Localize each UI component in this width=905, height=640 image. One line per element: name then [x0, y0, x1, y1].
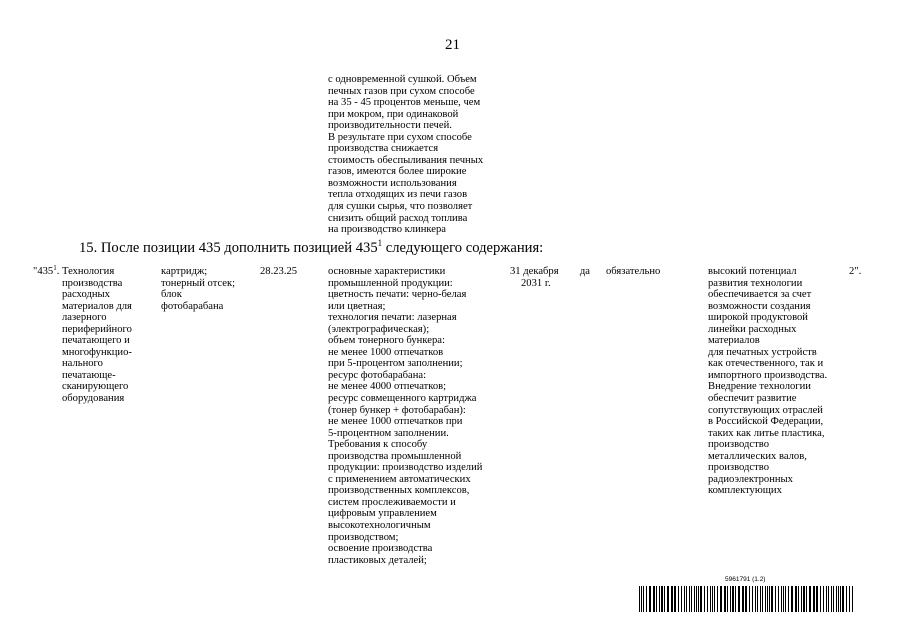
technology-name: [62, 266, 132, 405]
text-line: производство: [708, 439, 769, 451]
text-line: производительности печей.: [328, 120, 452, 132]
barcode-bar: [720, 586, 722, 612]
text-line: снизить общий расход топлива: [328, 212, 468, 224]
barcode-bar: [643, 586, 644, 612]
barcode-bar: [689, 586, 690, 612]
text-line: импортного производства.: [708, 369, 828, 381]
text-line: ресурс фотобарабана:: [328, 369, 427, 381]
text-line: В результате при сухом способе: [328, 131, 472, 143]
barcode-bar: [826, 586, 827, 612]
barcode-number: 5961791 (1.2): [725, 576, 766, 583]
barcode-bar: [653, 586, 655, 612]
barcode-bar: [742, 586, 744, 612]
page-number: 21: [445, 37, 460, 53]
barcode-bar: [681, 586, 682, 612]
barcode-bar: [745, 586, 747, 612]
heading-text: 15. После позиции 435 дополнить позицией 435: [79, 240, 378, 256]
text-line: не менее 1000 отпечатков: [328, 346, 444, 358]
text-line: не менее 1000 отпечатков при: [328, 416, 463, 428]
barcode-bar: [760, 586, 761, 612]
text-line: не менее 4000 отпечатков;: [328, 381, 447, 393]
text-line: производства промышленной: [328, 450, 462, 462]
text-line: металлических валов,: [708, 450, 807, 462]
barcode-bar: [852, 586, 853, 612]
text-line: картридж;: [161, 266, 208, 277]
barcode-bar: [694, 586, 695, 612]
barcode-bar: [791, 586, 793, 612]
text-line: обеспечит развитие: [708, 393, 797, 405]
text-line: на 35 - 45 процентов меньше, чем: [328, 97, 481, 109]
barcode-bar: [724, 586, 726, 612]
text-line: высокий потенциал: [708, 266, 797, 277]
text-line: стоимость обеспыливания печных: [328, 154, 484, 166]
barcode-bar: [678, 586, 679, 612]
barcode-bar: [671, 586, 673, 612]
barcode-bar: [700, 586, 702, 612]
barcode-bar: [762, 586, 763, 612]
barcode-bar: [752, 586, 753, 612]
continuation-text: [328, 74, 513, 236]
text-line: 5-процентном заполнении.: [328, 427, 449, 439]
barcode-bar: [806, 586, 807, 612]
barcode-bar: [809, 586, 811, 612]
barcode-bar: [698, 586, 699, 612]
text-line: нального: [62, 358, 103, 370]
text-line: сопутствующих отраслей: [708, 404, 823, 416]
text-line: материалов: [708, 335, 760, 347]
barcode-bar: [785, 586, 786, 612]
text-line: ресурс совмещенного картриджа: [328, 393, 477, 405]
text-line: на производство клинкера: [328, 224, 447, 236]
product-components: [161, 266, 235, 312]
text-line: для сушки сырья, что позволяет: [328, 201, 473, 213]
barcode-bar: [735, 586, 736, 612]
text-line: производства: [62, 277, 123, 289]
text-line: тонерный отсек;: [161, 277, 236, 289]
barcode-bar: [730, 586, 731, 612]
text-line: производством;: [328, 531, 399, 543]
text-line: радиоэлектронных: [708, 473, 793, 485]
barcode-bar: [749, 586, 750, 612]
text-line: цифровым управлением: [328, 508, 437, 520]
barcode-bar: [771, 586, 773, 612]
text-line: (электрографическая);: [328, 323, 430, 335]
okpd-code: 28.23.25: [260, 266, 298, 277]
barcode-bar: [686, 586, 687, 612]
text-line: при мокром, при одинаковой: [328, 108, 459, 120]
deadline-date: [510, 266, 590, 289]
barcode-bar: [788, 586, 789, 612]
barcode-bar: [795, 586, 797, 612]
barcode-bar: [840, 586, 841, 612]
text-line: возможности использования: [328, 177, 457, 189]
text-line: развития технологии: [708, 277, 803, 289]
barcode-bar: [696, 586, 697, 612]
text-line: производство: [708, 462, 769, 474]
text-line: объем тонерного бункера:: [328, 335, 445, 347]
date-year: 2031 г.: [521, 277, 551, 289]
barcode-bar: [816, 586, 818, 612]
barcode-bar: [712, 586, 713, 612]
date-day-month: 31 декабря: [510, 266, 559, 277]
barcode-bar: [667, 586, 669, 612]
barcode-bar: [661, 586, 663, 612]
barcode-bar: [767, 586, 768, 612]
date-yes-fragment: да: [579, 266, 590, 277]
barcode-bar: [778, 586, 779, 612]
text-line: возможности создания: [708, 300, 811, 312]
text-line: оборудования: [62, 393, 125, 405]
heading-superscript: 1: [377, 238, 383, 248]
barcode-bar: [801, 586, 802, 612]
text-line: освоение производства: [328, 543, 433, 555]
text-line: фотобарабана: [161, 300, 224, 312]
text-line: комплектующих: [708, 485, 782, 497]
barcode-bar: [775, 586, 776, 612]
text-line: обеспечивается за счет: [708, 289, 812, 301]
position-number: "$435^1$.: [33, 264, 60, 277]
barcode-bar: [823, 586, 824, 612]
barcode-bar: [849, 586, 850, 612]
text-line: с применением автоматических: [328, 473, 471, 485]
text-line: с одновременной сушкой. Объем: [328, 74, 477, 85]
barcode-bar: [664, 586, 665, 612]
text-line: блок: [161, 289, 182, 301]
barcode-bar: [846, 586, 847, 612]
text-line: при 5-процентом заполнении;: [328, 358, 463, 370]
barcode-bar: [710, 586, 711, 612]
barcode-bar: [813, 586, 815, 612]
amendment-heading: [79, 240, 543, 257]
text-line: Внедрение технологии: [708, 381, 811, 393]
barcode-bar: [765, 586, 766, 612]
text-line: печатающе-: [62, 369, 116, 381]
text-line: продукции: производство изделий: [328, 462, 483, 474]
barcode-bar: [649, 586, 651, 612]
barcode-bar: [639, 586, 640, 612]
heading-tail: следующего содержания:: [382, 240, 544, 256]
barcode-bar: [714, 586, 715, 612]
text-line: Технология: [62, 266, 115, 277]
barcode-bar: [769, 586, 770, 612]
barcode-bar: [828, 586, 829, 612]
barcode-bar: [803, 586, 805, 612]
barcode-bar: [674, 586, 676, 612]
barcode-bar: [691, 586, 692, 612]
requirements: [328, 266, 482, 566]
text-line: сканирующего: [62, 381, 129, 393]
barcode-bar: [707, 586, 708, 612]
barcode-bar: [717, 586, 718, 612]
text-line: печных газов при сухом способе: [328, 85, 475, 97]
justification: [708, 266, 827, 497]
barcode-bar: [838, 586, 839, 612]
text-line: пластиковых деталей;: [328, 554, 427, 566]
text-line: тепла отходящих из печи газов: [328, 189, 468, 201]
text-line: периферийного: [62, 323, 132, 335]
text-line: Требования к способу: [328, 439, 428, 451]
barcode-bar: [798, 586, 799, 612]
text-line: или цветная;: [328, 300, 386, 312]
text-line: расходных: [62, 289, 110, 301]
barcode-bar: [755, 586, 756, 612]
level-value: 2".: [849, 266, 862, 277]
barcode-bar: [684, 586, 685, 612]
barcode-bar: [833, 586, 834, 612]
barcode-bar: [820, 586, 821, 612]
text-line: производственных комплексов,: [328, 485, 470, 497]
barcode-bar: [659, 586, 660, 612]
text-line: основные характеристики: [328, 266, 446, 277]
barcode-bar: [783, 586, 784, 612]
barcode-bar: [641, 586, 642, 612]
text-line: технология печати: лазерная: [328, 312, 457, 324]
text-line: печатающего и: [62, 335, 130, 347]
text-line: многофункцио-: [62, 346, 132, 358]
text-line: в Российской Федерации,: [708, 416, 824, 428]
barcode-bar: [738, 586, 740, 612]
barcode-bar: [757, 586, 758, 612]
barcode-bar: [831, 586, 832, 612]
barcode-bar: [727, 586, 728, 612]
text-line: линейки расходных: [708, 323, 797, 335]
text-line: цветность печати: черно-белая: [328, 289, 467, 301]
text-line: высокотехнологичным: [328, 520, 431, 532]
text-line: широкой продуктовой: [708, 312, 808, 324]
barcode-bar: [704, 586, 705, 612]
barcode-bar: [781, 586, 782, 612]
barcode-bar: [656, 586, 657, 612]
text-line: для печатных устройств: [708, 346, 817, 358]
barcode: [639, 586, 855, 612]
text-line: (тонер бункер + фотобарабан):: [328, 404, 466, 416]
text-line: лазерного: [62, 312, 107, 324]
text-line: производства снижается: [328, 143, 439, 155]
text-line: систем прослеживаемости и: [328, 496, 456, 508]
barcode-bar: [646, 586, 647, 612]
text-line: материалов для: [62, 300, 132, 312]
text-line: таких как литье пластика,: [708, 427, 825, 439]
mandatory-flag: обязательно: [606, 266, 661, 277]
text-line: газов, имеются более широкие: [328, 166, 467, 178]
text-line: промышленной продукции:: [328, 277, 453, 289]
text-line: как отечественного, так и: [708, 358, 824, 370]
barcode-bar: [836, 586, 837, 612]
barcode-bar: [842, 586, 844, 612]
barcode-bar: [732, 586, 734, 612]
